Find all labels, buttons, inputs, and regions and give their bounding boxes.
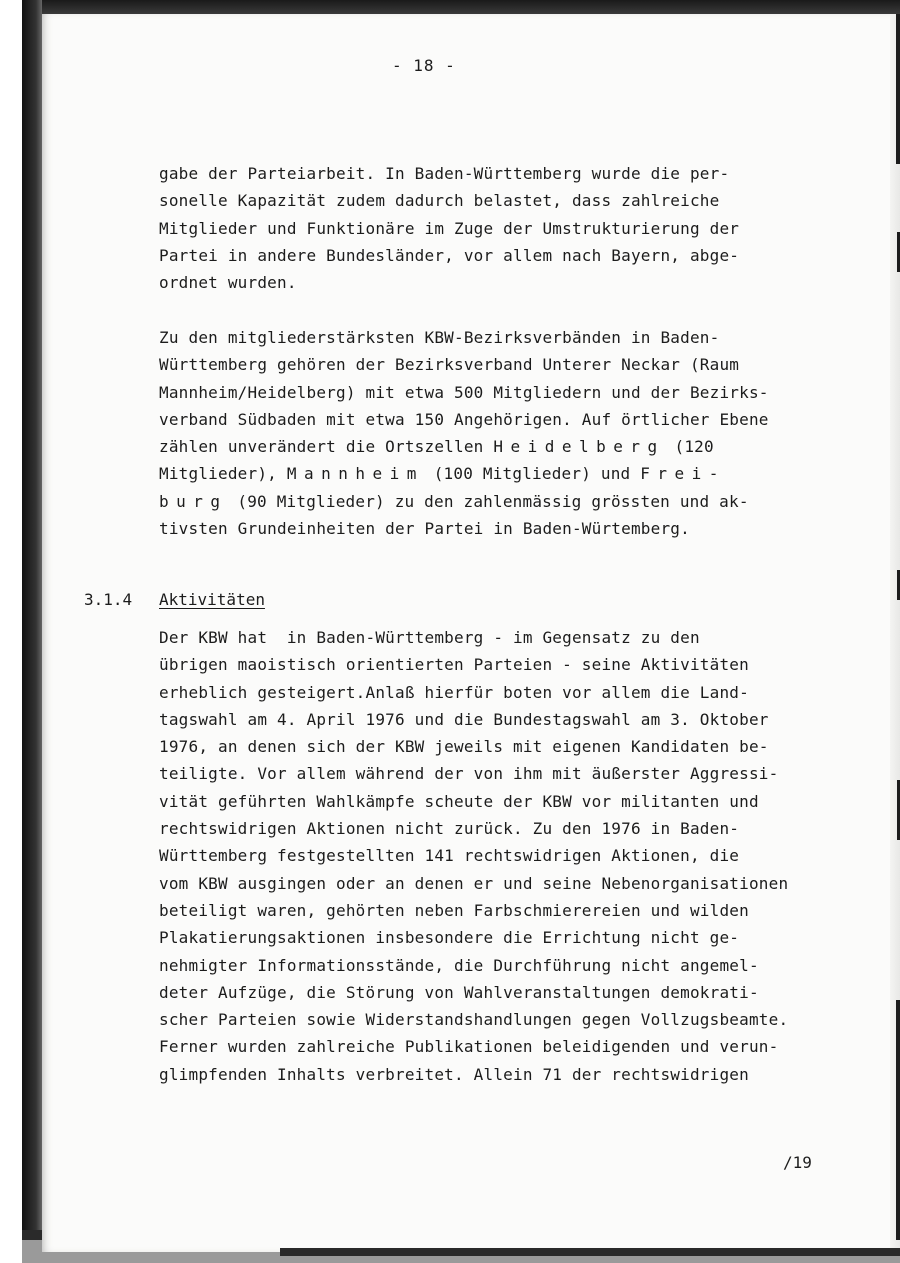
paragraph-3	[159, 624, 788, 1088]
text-line: 1976, an denen sich der KBW jeweils mit eigenen Kandidaten be-	[159, 737, 769, 757]
text-line: verband Südbaden mit etwa 150 Angehörigen. Auf örtlicher Ebene	[159, 409, 769, 429]
text-line	[159, 488, 769, 515]
spaced-city-name: burg	[159, 491, 228, 511]
text-line: sonelle Kapazität zudem dadurch belastet, dass zahlreiche	[159, 191, 720, 211]
right-edge-mark	[896, 14, 900, 164]
text-line: tagswahl am 4. April 1976 und die Bundestagswahl am 3. Oktober	[159, 709, 769, 729]
text-line: beteiligt waren, gehörten neben Farbschmierereien und wilden	[159, 900, 749, 920]
text-line: nehmigter Informationsstände, die Durchführung nicht angemel-	[159, 955, 759, 975]
text-line: Mitglieder und Funktionäre im Zuge der Umstrukturierung der	[159, 218, 740, 238]
spaced-city-name: Heidelberg	[493, 437, 665, 457]
text-line: deter Aufzüge, die Störung von Wahlveranstaltungen demokrati-	[159, 982, 759, 1002]
text-line: teiligte. Vor allem während der von ihm mit äußerster Aggressi-	[159, 764, 779, 784]
text-segment: (120	[664, 437, 714, 457]
text-line: Plakatierungsaktionen insbesondere die Errichtung nicht ge-	[159, 928, 740, 948]
text-line: glimpfenden Inhalts verbreitet. Allein 71 der rechtswidrigen	[159, 1064, 749, 1084]
text-segment: (90 Mitglieder) zu den zahlenmässig grössten und ak-	[227, 491, 749, 511]
paragraph-2	[159, 324, 769, 542]
scanner-bottom-strip	[280, 1248, 900, 1256]
text-line: Zu den mitgliederstärksten KBW-Bezirksverbänden in Baden-	[159, 328, 720, 347]
text-segment: Mitglieder),	[159, 464, 287, 484]
text-line: übrigen maoistisch orientierten Parteien - seine Aktivitäten	[159, 655, 749, 675]
spaced-city-name: Mannheim	[286, 464, 424, 484]
text-line	[159, 460, 769, 487]
text-line: Württemberg festgestellten 141 rechtswidrigen Aktionen, die	[159, 846, 740, 866]
text-segment: zählen unverändert die Ortszellen	[159, 437, 494, 457]
text-line: Mannheim/Heidelberg) mit etwa 500 Mitgliedern und der Bezirks-	[159, 382, 769, 402]
text-line: Der KBW hat in Baden-Württemberg - im Gegensatz zu den	[159, 628, 700, 647]
text-line: gabe der Parteiarbeit. In Baden-Württemberg wurde die per-	[159, 164, 730, 183]
right-edge-mark	[896, 1000, 900, 1240]
text-line: vität geführten Wahlkämpfe scheute der KBW vor militanten und	[159, 791, 759, 811]
next-page-reference: /19	[783, 1153, 812, 1172]
text-line: vom KBW ausgingen oder an denen er und seine Nebenorganisationen	[159, 873, 789, 893]
section-title: Aktivitäten	[159, 590, 265, 609]
text-line: scher Parteien sowie Widerstandshandlungen gegen Vollzugsbeamte.	[159, 1010, 789, 1030]
text-line: Partei in andere Bundesländer, vor allem nach Bayern, abge-	[159, 245, 740, 265]
text-line	[159, 433, 769, 460]
text-line: Württemberg gehören der Bezirksverband Unterer Neckar (Raum	[159, 355, 740, 375]
outer-margin	[0, 0, 22, 1263]
paragraph-1	[159, 160, 739, 296]
scanner-top-border	[22, 0, 900, 14]
page-number: - 18 -	[392, 56, 456, 75]
scanner-left-border	[22, 0, 42, 1230]
text-line: Ferner wurden zahlreiche Publikationen beleidigenden und verun-	[159, 1037, 779, 1057]
text-line: tivsten Grundeinheiten der Partei in Baden-Würtemberg.	[159, 519, 690, 539]
text-line: rechtswidrigen Aktionen nicht zurück. Zu den 1976 in Baden-	[159, 819, 740, 839]
spaced-city-name: Frei-	[640, 464, 726, 484]
text-line: ordnet wurden.	[159, 273, 297, 293]
section-number: 3.1.4	[84, 590, 133, 609]
text-segment: (100 Mitglieder) und	[423, 464, 641, 484]
text-line: erheblich gesteigert.Anlaß hierfür boten vor allem die Land-	[159, 682, 749, 702]
